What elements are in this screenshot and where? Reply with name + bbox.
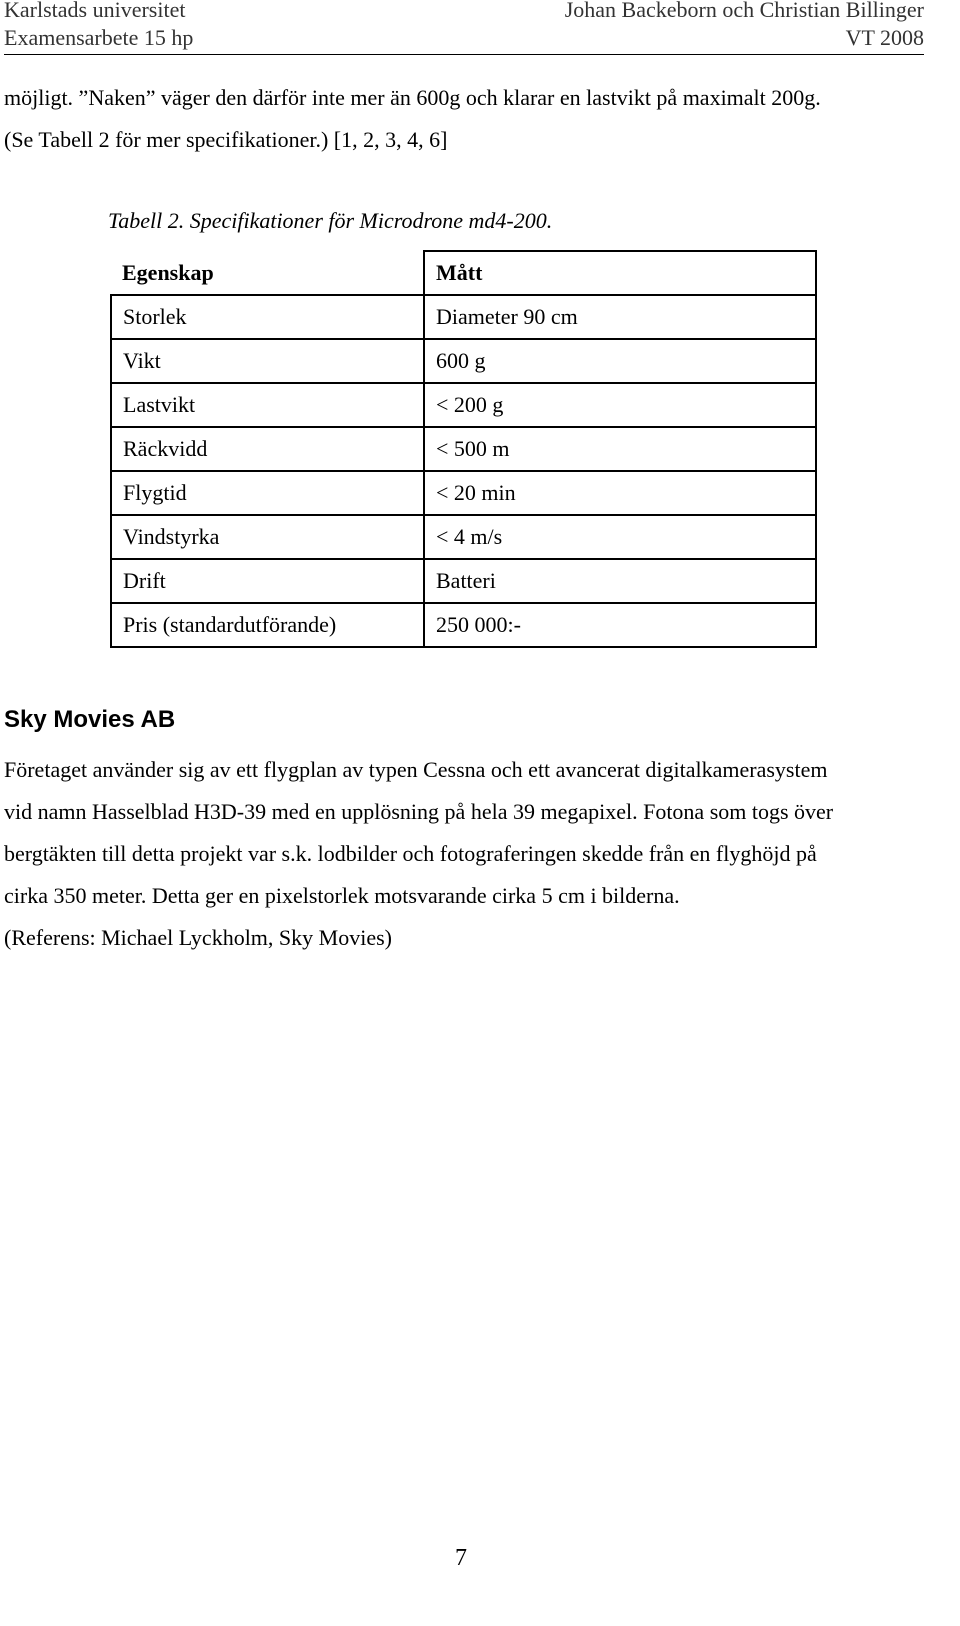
section-line-5: (Referens: Michael Lyckholm, Sky Movies) xyxy=(4,925,392,950)
table-row xyxy=(111,383,816,427)
table-row xyxy=(111,559,816,603)
row-key: Räckvidd xyxy=(111,427,424,471)
spec-table xyxy=(110,250,817,648)
row-value: 600 g xyxy=(424,339,816,383)
header-authors: Johan Backeborn och Christian Billinger xyxy=(564,0,924,22)
intro-line-2: (Se Tabell 2 för mer specifikationer.) [1, 2, 3, 4, 6] xyxy=(4,127,448,152)
table-row xyxy=(111,427,816,471)
table-row xyxy=(111,603,816,647)
row-value: Diameter 90 cm xyxy=(424,295,816,339)
table-row xyxy=(111,515,816,559)
table-row xyxy=(111,339,816,383)
table-header-value: Mått xyxy=(424,251,816,295)
intro-line-1: möjligt. ”Naken” väger den därför inte mer än 600g och klarar en lastvikt på maximalt 200g. xyxy=(4,85,821,110)
page-header xyxy=(4,0,924,55)
section-heading: Sky Movies AB xyxy=(4,706,176,733)
table-row xyxy=(111,471,816,515)
row-key: Storlek xyxy=(111,295,424,339)
section-line-4: cirka 350 meter. Detta ger en pixelstorlek motsvarande cirka 5 cm i bilderna. xyxy=(4,883,680,908)
page-number: 7 xyxy=(455,1545,467,1571)
header-term: VT 2008 xyxy=(845,25,924,50)
row-value: < 4 m/s xyxy=(424,515,816,559)
row-value: 250 000:- xyxy=(424,603,816,647)
row-key: Vikt xyxy=(111,339,424,383)
row-value: Batteri xyxy=(424,559,816,603)
section-line-3: bergtäkten till detta projekt var s.k. lodbilder och fotograferingen skedde från en flyghöjd på xyxy=(4,841,817,866)
row-value: < 20 min xyxy=(424,471,816,515)
table-header-key: Egenskap xyxy=(111,251,424,295)
row-value: < 500 m xyxy=(424,427,816,471)
section-line-1: Företaget använder sig av ett flygplan av typen Cessna och ett avancerat digitalkamerasystem xyxy=(4,757,828,782)
row-key: Flygtid xyxy=(111,471,424,515)
table-header-row xyxy=(111,251,816,295)
table-row xyxy=(111,295,816,339)
table-caption: Tabell 2. Specifikationer för Microdrone md4-200. xyxy=(108,208,553,233)
row-key: Vindstyrka xyxy=(111,515,424,559)
section-line-2: vid namn Hasselblad H3D-39 med en upplösning på hela 39 megapixel. Fotona som togs över xyxy=(4,799,834,824)
row-key: Drift xyxy=(111,559,424,603)
row-key: Pris (standardutförande) xyxy=(111,603,424,647)
header-course: Examensarbete 15 hp xyxy=(4,25,194,50)
row-key: Lastvikt xyxy=(111,383,424,427)
header-university: Karlstads universitet xyxy=(4,0,186,22)
row-value: < 200 g xyxy=(424,383,816,427)
